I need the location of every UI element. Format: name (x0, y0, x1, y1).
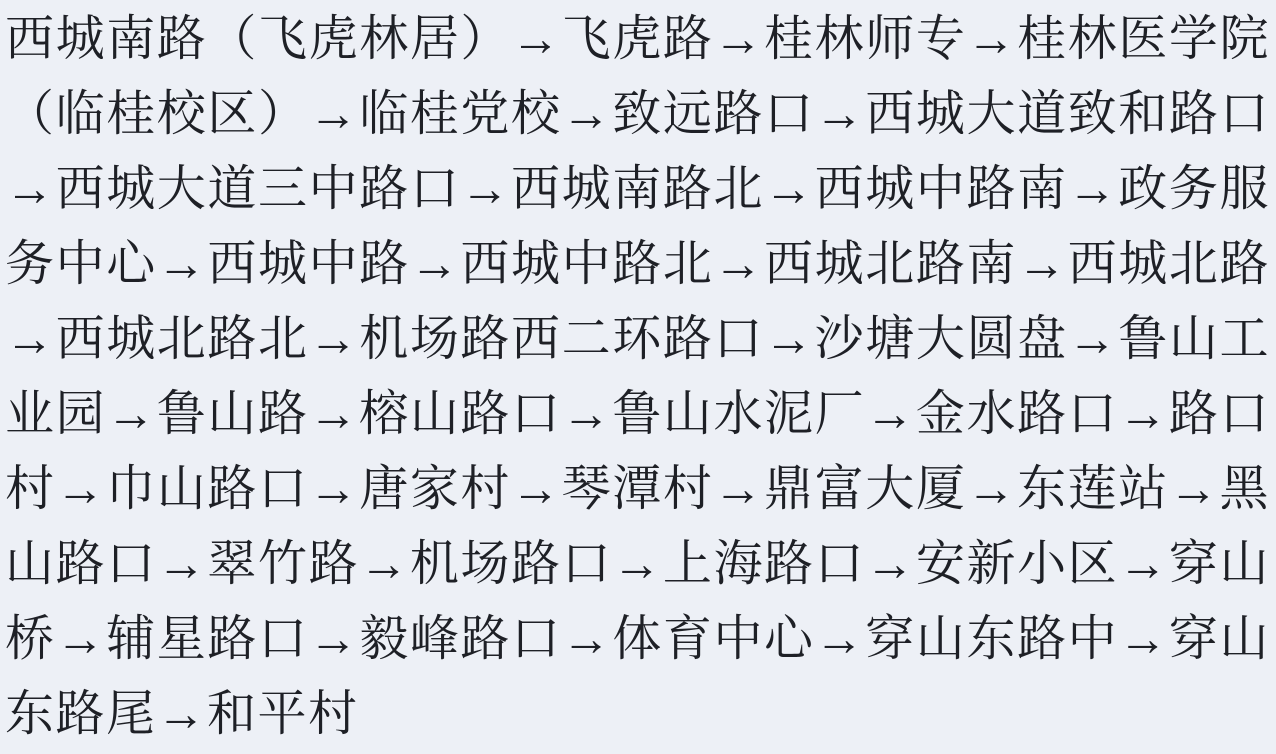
route-text: 西城南路（飞虎林居）→飞虎路→桂林师专→桂林医学院（临桂校区）→临桂党校→致远路口→西城大道致和路口→西城大道三中路口→西城南路北→西城中路南→政务服务中心→西城中路→西城中路北→西城北路南→西城北路→西城北路北→机场路西二环路口→沙塘大圆盘→鲁山工业园→鲁山路→榕山路口→鲁山水泥厂→金水路口→路口村→巾山路口→唐家村→琴潭村→鼎富大厦→东莲站→黑山路口→翠竹路→机场路口→上海路口→安新小区→穿山桥→辅星路口→毅峰路口→体育中心→穿山东路中→穿山东路尾→和平村 (5, 12, 1270, 741)
